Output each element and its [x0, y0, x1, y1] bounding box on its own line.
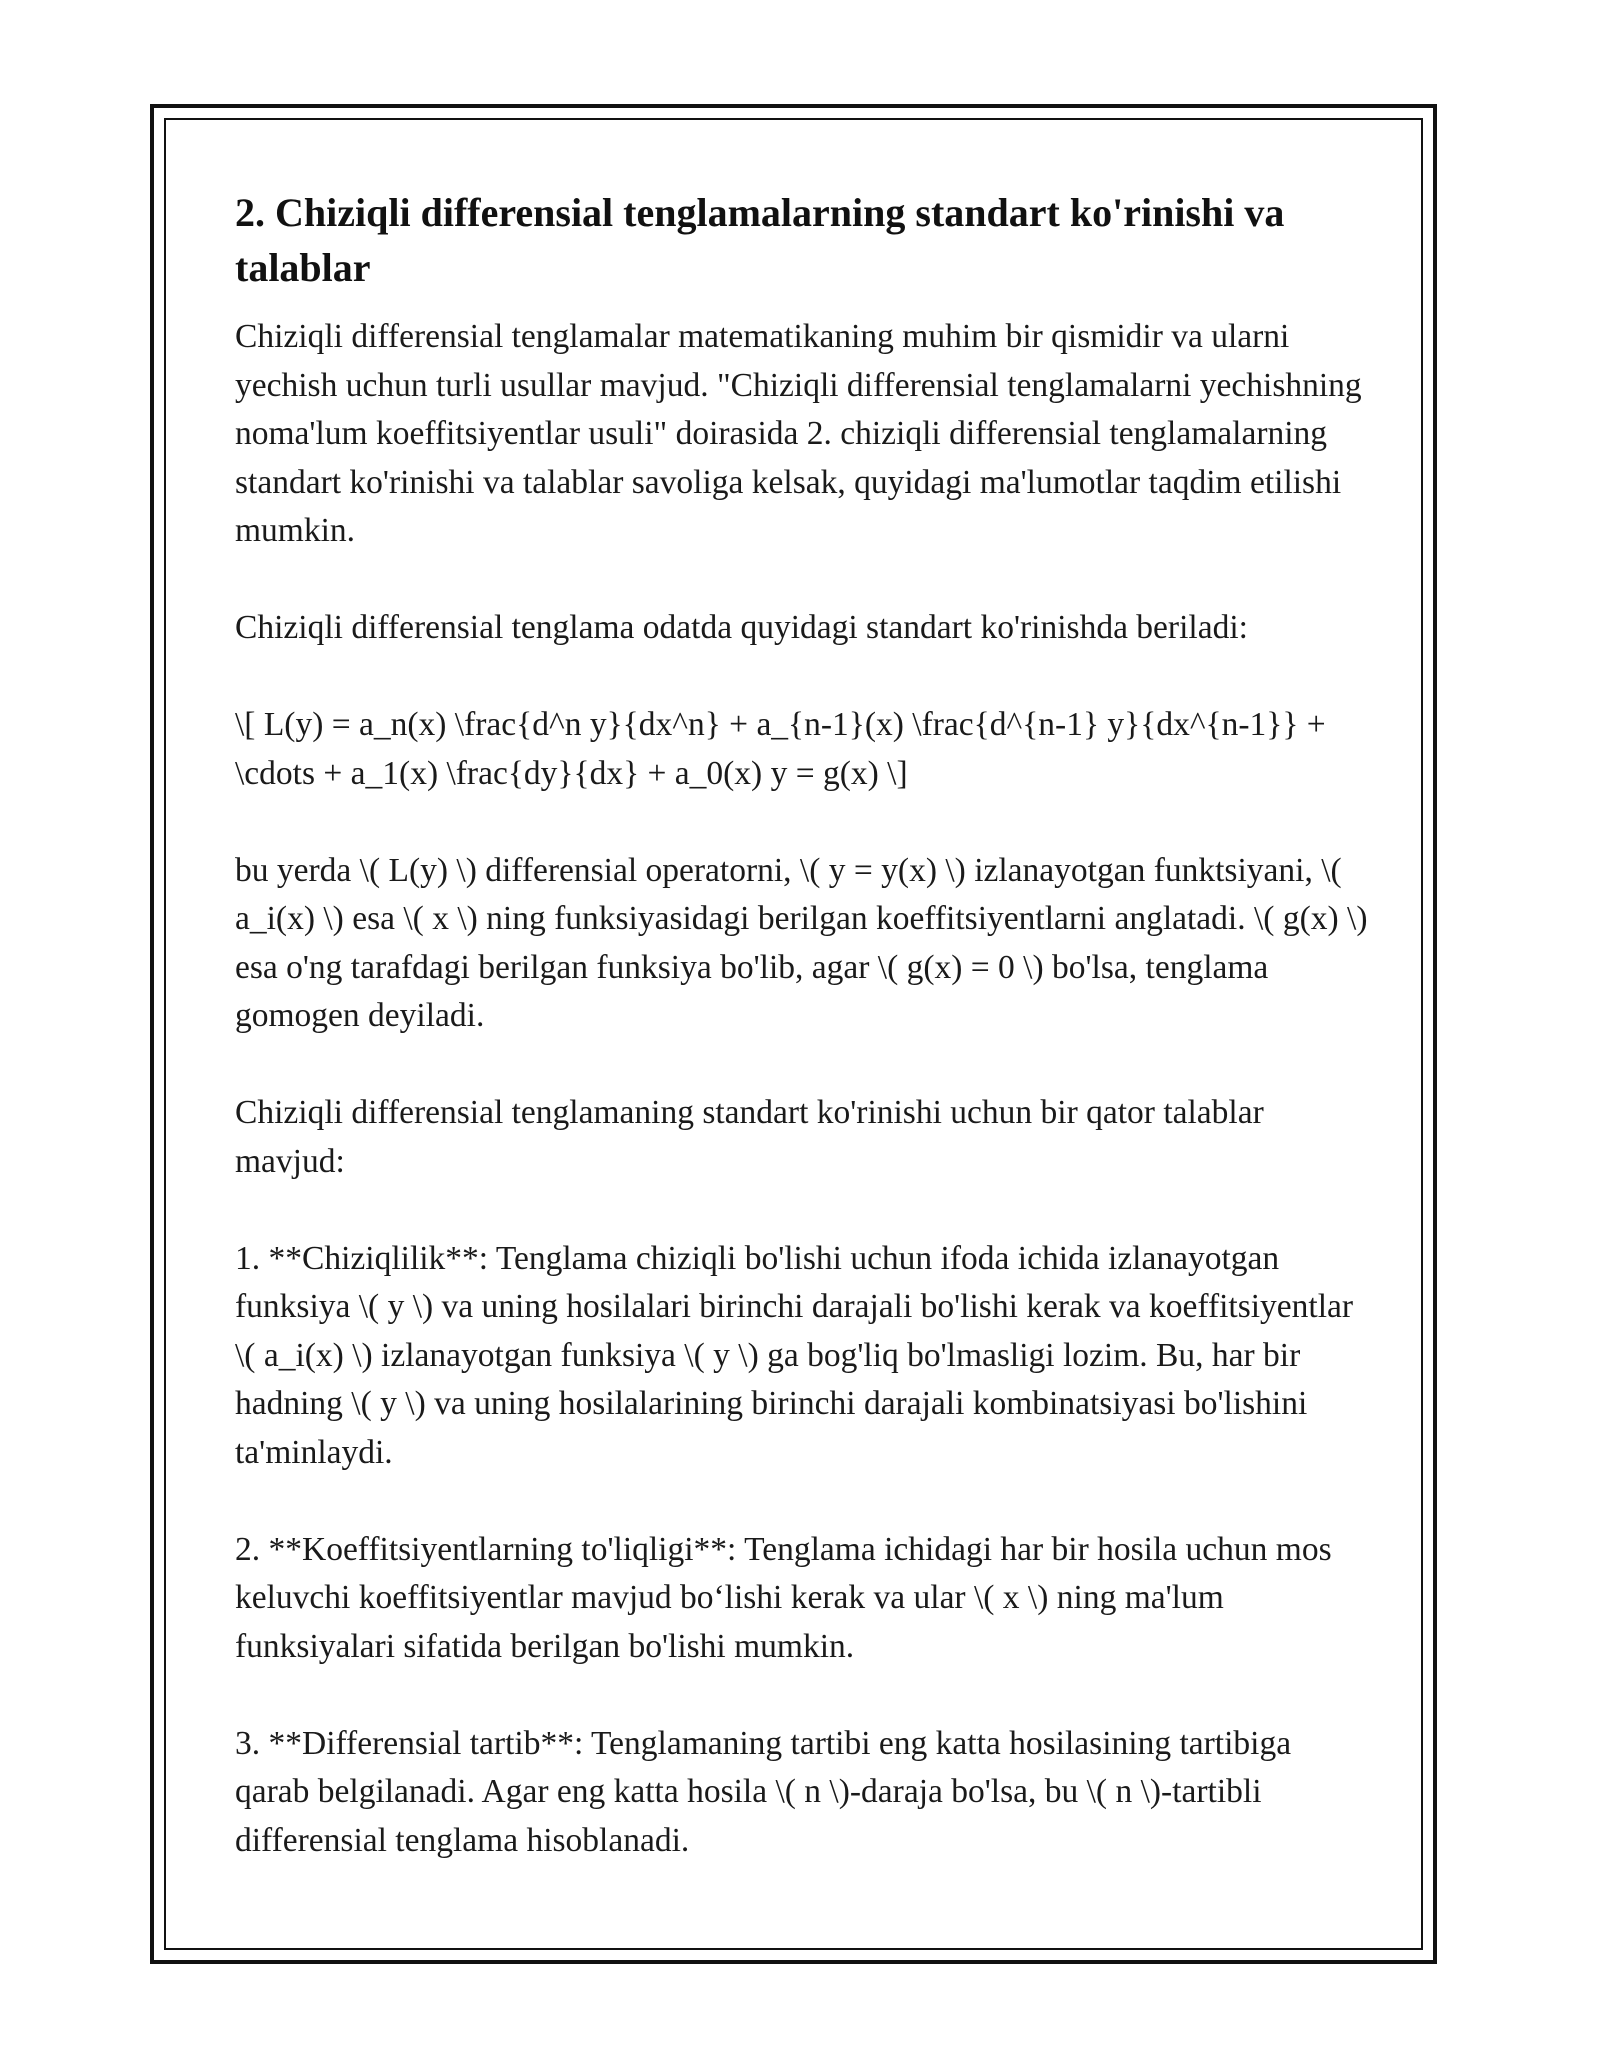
requirement-linearity: 1. **Chiziqlilik**: Tenglama chiziqli bo'lishi uchun ifoda ichida izlanayotgan funksiya \( y \) va uning hosilalari birinchi darajali bo'lishi kerak va koeffitsiyentlar \( a_i(x) \) izlanayotgan funksiya \( y \) ga bog'liq bo'lmasligi lozim. Bu, har bir hadning \( y \) va uning hosilalarining birinchi darajali kombinatsiyasi bo'lishini ta'minlaydi.: [235, 1239, 1354, 1471]
definitions-paragraph: bu yerda \( L(y) \) differensial operatorni, \( y = y(x) \) izlanayotgan funktsiyani, \( a_i(x) \) esa \( x \) ning funksiyasidagi berilgan koeffitsiyentlarni anglatadi. \( g(x) \) esa o'ng tarafdagi berilgan funksiya bo'lib, agar \( g(x) = 0 \) bo'lsa, tenglama gomogen deyiladi.: [235, 851, 1368, 1034]
document-body: [235, 185, 1370, 1865]
requirements-intro: Chiziqli differensial tenglamaning standart ko'rinishi uchun bir qator talablar mavjud:: [235, 1094, 1264, 1180]
requirement-order: 3. **Differensial tartib**: Tenglamaning tartibi eng katta hosilasining tartibiga qarab belgilanadi. Agar eng katta hosila \( n \)-daraja bo'lsa, bu \( n \)-tartibli differensial tenglama hisoblanadi.: [235, 1724, 1292, 1859]
section-title: 2. Chiziqli differensial tenglamalarning standart ko'rinishi va talablar: [235, 190, 1285, 290]
standard-form-intro: Chiziqli differensial tenglama odatda quyidagi standart ko'rinishda beriladi:: [235, 609, 1248, 646]
equation-paragraph: \[ L(y) = a_n(x) \frac{d^n y}{dx^n} + a_{n-1}(x) \frac{d^{n-1} y}{dx^{n-1}} + \cdots + a_1(x) \frac{dy}{dx} + a_0(x) y = g(x) \]: [235, 706, 1326, 792]
requirement-coefficients: 2. **Koeffitsiyentlarning to'liqligi**: Tenglama ichidagi har bir hosila uchun mos keluvchi koeffitsiyentlar mavjud bo‘lishi kerak va ular \( x \) ning ma'lum funksiyalari sifatida berilgan bo'lishi mumkin.: [235, 1530, 1332, 1665]
intro-paragraph: Chiziqli differensial tenglamalar matematikaning muhim bir qismidir va ularni yechish uchun turli usullar mavjud. "Chiziqli differensial tenglamalarni yechishning noma'lum koeffitsiyentlar usuli" doirasida 2. chiziqli differensial tenglamalarning standart ko'rinishi va talablar savoliga kelsak, quyidagi ma'lumotlar taqdim etilishi mumkin.: [235, 318, 1362, 549]
